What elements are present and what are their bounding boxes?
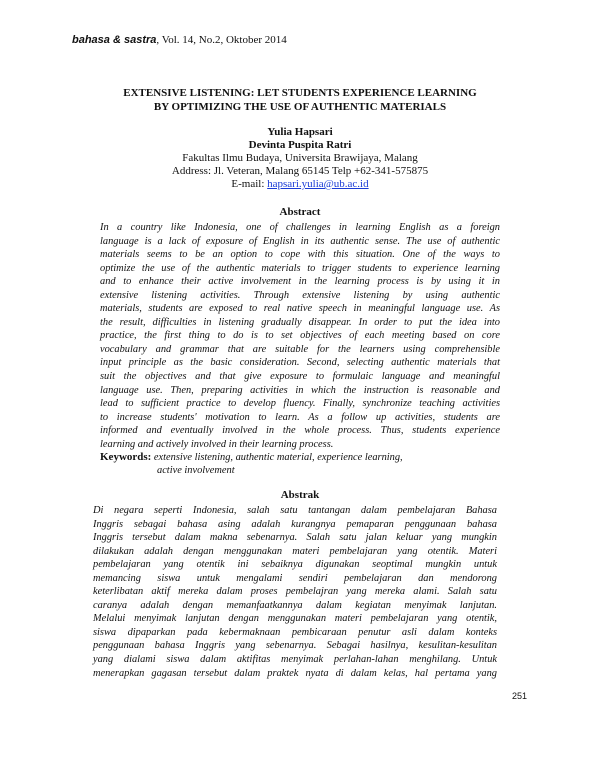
abstract-line: informed and eventually involved in the whole process. Thus, students experience [100,425,500,437]
abstract-line: practice, the first thing to do is to set objectives of each meeting based on core [100,330,500,342]
keywords-line-1: extensive listening, authentic material, experience learning, [151,452,403,463]
abstract-english-body [100,221,500,451]
abstrak-line: memancing siswa untuk mengalami sendiri pembelajaran dan mendorong [93,572,497,584]
email-label: E-mail: [231,178,268,190]
abstract-line: the result, difficulties in listening gradually disappear. In order to put the idea into [100,316,500,328]
abstract-line: materials, students are exposed to real native speech in meaningful language use. As [100,303,500,315]
abstrak-line: Inggris sebagai bahasa asing adalah kurangnya pemaparan penggunaan bahasa [93,518,497,530]
abstract-heading: Abstract [279,206,321,218]
abstract-line: input principle as the basic consideration. Second, selecting authentic materials that [100,357,500,369]
email-link[interactable]: hapsari.yulia@ub.ac.id [267,178,369,190]
abstract-line: and to enhance their active involvement in the learning process is by using it in [100,276,500,288]
abstract-indonesian-body [93,504,497,680]
abstract-line: materials seems to be an option to cope with this situation. One of the ways to [100,249,500,261]
address: Address: Jl. Veteran, Malang 65145 Telp +62-341-575875 [171,165,429,177]
abstract-line: lead to sufficient practice to develop fluency. Finally, synchronize teaching activities [100,398,500,410]
title-line-1: EXTENSIVE LISTENING: LET STUDENTS EXPERIENCE LEARNING [123,87,477,99]
page-number: 251 [512,691,528,701]
abstract-line: language use. Then, preparing activities in which the instruction is reasonable and [100,384,500,396]
abstrak-line: Melalui menyimak lanjutan dengan menggunakan materi pembelajaran yang otentik, [93,613,497,625]
abstrak-line: Inggris tersebut dalam makna sebenarnya. Salah satu jalan keluar yang mungkin [93,532,497,544]
abstrak-heading: Abstrak [280,489,320,501]
author-name-1: Yulia Hapsari [267,126,333,138]
abstrak-line: Di negara seperti Indonesia, salah satu tantangan dalam pembelajaran Bahasa [93,505,497,516]
affiliation: Fakultas Ilmu Budaya, Universita Brawijaya, Malang [182,152,418,164]
abstrak-line: caranya adalah dengan memanfaatkannya dalam kegiatan menyimak lanjutan. [93,599,497,611]
abstract-line: learning and actively involved in their learning process. [100,438,334,450]
title-line-2: BY OPTIMIZING THE USE OF AUTHENTIC MATERIALS [153,101,447,113]
author-block [70,126,530,191]
abstrak-line: yang dialami siswa dalam aktifitas menyimak perlahan-lahan menghilang. Untuk [93,654,497,666]
abstract-line: to increase students' motivation to learn. As a follow up activities, students are [100,411,500,423]
email-line [70,178,530,191]
abstract-line: extensive listening activities. Through extensive listening by using authentic [100,289,500,301]
abstrak-line: siswa dipaparkan pada kebermaknaan pembicaraan penutur asli dalam konteks [93,626,497,638]
keywords [100,451,403,477]
journal-issue: , Vol. 14, No.2, Oktober 2014 [156,34,287,46]
abstract-line: optimize the use of the authentic materials to trigger students to experience learning [100,262,500,274]
journal-name: bahasa & sastra [72,34,157,46]
abstrak-line: menerapkan gagasan tersebut dalam praktek nyata di dalam kelas, hal pertama yang [93,667,497,679]
author-name-2: Devinta Puspita Ratri [248,139,352,151]
abstrak-line: penggunaan bahasa Inggris yang sebenarnya. Sebagai hasilnya, kesulitan-kesulitan [93,640,497,652]
keywords-label: Keywords: [100,451,152,463]
abstract-line: vocabulary and grammar that are suitable for the learners using comprehensible [100,343,500,355]
keywords-line-2: active involvement [157,465,235,476]
abstract-line: In a country like Indonesia, one of challenges in learning English as a foreign [100,222,500,233]
abstract-line: suit the objectives and that give exposure to formulaic language and meaningful [100,371,500,383]
abstrak-line: pembelajaran yang otentik ini sebaiknya digunakan seoptimal mungkin untuk [93,559,497,571]
paper-title [70,86,530,114]
abstract-line: language is a lack of exposure of English in its authentic sense. The use of authentic [100,235,500,247]
running-header [72,34,287,46]
abstrak-line: dilakukan adalah dengan menggunakan materi pembelajaran yang otentik. Materi [93,545,497,557]
abstrak-line: keterlibatan aktif mereka dalam proses pembelajran yang mereka alami. Salah satu [93,586,497,598]
